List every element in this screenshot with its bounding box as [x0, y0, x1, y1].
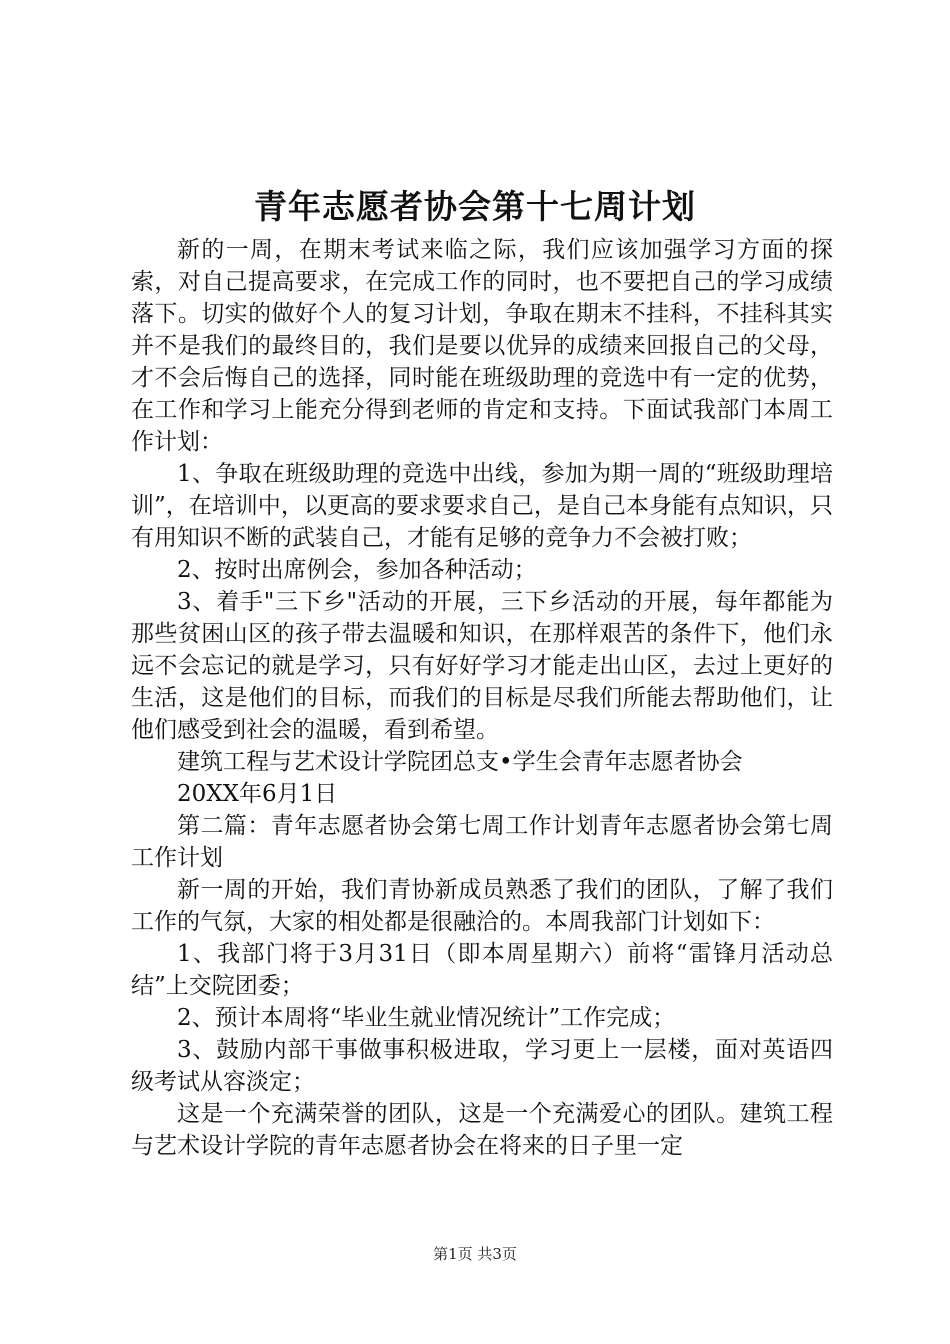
signature-organization: 建筑工程与艺术设计学院团总支•学生会青年志愿者协会	[177, 749, 743, 775]
body-paragraph: 1、争取在班级助理的竞选中出线，参加为期一周的“班级助理培训”，在培训中，以更高的要求要求自己，是自己本身能有点知识，只有用知识不断的武装自己，才能有足够的竞争力不会被打败；	[131, 461, 833, 551]
page-footer: 第1页 共3页	[433, 1245, 517, 1263]
body-paragraph: 新一周的开始，我们青协新成员熟悉了我们的团队，了解了我们工作的气氛，大家的相处都是很融洽的。本周我部门计划如下：	[131, 877, 833, 935]
signature-date: 20XX年6月1日	[177, 781, 338, 807]
section-heading: 第二篇：青年志愿者协会第七周工作计划青年志愿者协会第七周工作计划	[131, 813, 833, 871]
body-paragraph: 这是一个充满荣誉的团队，这是一个充满爱心的团队。建筑工程与艺术设计学院的青年志愿者协会在将来的日子里一定	[131, 1101, 833, 1159]
document-body	[131, 234, 833, 1162]
document-title: 青年志愿者协会第十七周计划	[254, 187, 696, 226]
body-paragraph: 2、预计本周将“毕业生就业情况统计”工作完成；	[177, 1005, 676, 1031]
body-paragraph: 新的一周，在期末考试来临之际，我们应该加强学习方面的探索，对自己提高要求，在完成工作的同时，也不要把自己的学习成绩落下。切实的做好个人的复习计划，争取在期末不挂科，不挂科其实并不是我们的最终目的，我们是要以优异的成绩来回报自己的父母，才不会后悔自己的选择，同时能在班级助理的竞选中有一定的优势，在工作和学习上能充分得到老师的肯定和支持。下面试我部门本周工作计划：	[131, 237, 833, 455]
body-paragraph: 3、鼓励内部干事做事积极进取，学习更上一层楼，面对英语四级考试从容淡定；	[131, 1037, 833, 1095]
body-paragraph: 3、着手"三下乡"活动的开展，三下乡活动的开展，每年都能为那些贫困山区的孩子带去温暖和知识，在那样艰苦的条件下，他们永远不会忘记的就是学习，只有好好学习才能走出山区，去过上更好的生活，这是他们的目标，而我们的目标是尽我们所能去帮助他们，让他们感受到社会的温暖，看到希望。	[131, 589, 833, 743]
body-paragraph: 2、按时出席例会，参加各种活动；	[177, 557, 537, 583]
body-paragraph: 1、我部门将于3月31日（即本周星期六）前将“雷锋月活动总结”上交院团委；	[131, 941, 833, 999]
